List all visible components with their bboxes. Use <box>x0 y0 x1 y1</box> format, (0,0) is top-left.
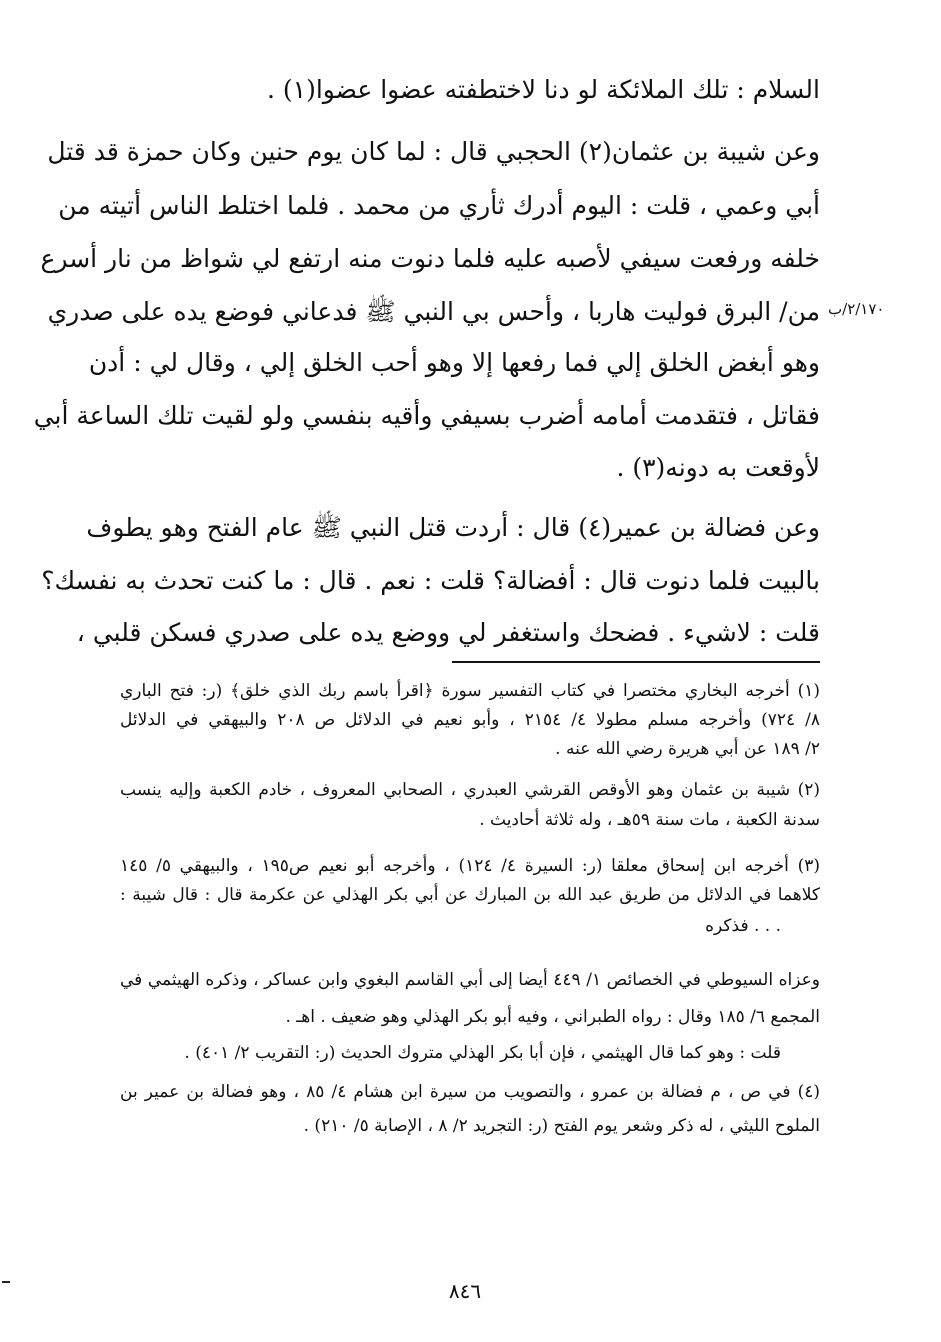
footnote-line: كلاهما في الدلائل من طريق عبد الله بن المبارك عن أبي بكر الهذلي عن عكرمة قال : قال شيبة : <box>120 885 820 905</box>
footnote-line: المجمع ٦/ ١٨٥ وقال : رواه الطبراني ، وفيه أبو بكر الهذلي وهو ضعيف . اهـ . <box>285 1007 820 1027</box>
main-text-line: من/ البرق فوليت هاربا ، وأحس بي النبي ﷺ فدعاني فوضع يده على صدري <box>47 297 820 326</box>
footnote-line: (٤) في ص ، م فضالة بن عمرو ، والتصويب من سيرة ابن هشام ٤/ ٨٥ ، وهو فضالة بن عمير بن <box>120 1082 820 1102</box>
footnote-line: (١) أخرجه البخاري مختصرا في كتاب التفسير سورة ﴿اقرأ باسم ربك الذي خلق﴾ (ر: فتح الباري <box>120 681 820 701</box>
footnote-line: وعزاه السيوطي في الخصائص ١/ ٤٤٩ أيضا إلى أبي القاسم البغوي وابن عساكر ، وذكره الهيثمي في <box>120 970 821 990</box>
main-text-line: بالبيت فلما دنوت قال : أفضالة؟ قلت : نعم . قال : ما كنت تحدث به نفسك؟ <box>41 566 820 595</box>
main-text-line: وعن شيبة بن عثمان(٢) الحجبي قال : لما كان يوم حنين وكان حمزة قد قتل <box>47 137 820 166</box>
main-text-line: قلت : لاشيء . فضحك واستغفر لي ووضع يده على صدري فسكن قلبي ، <box>76 618 820 647</box>
footnote-line: قلت : وهو كما قال الهيثمي ، فإن أبا بكر الهذلي متروك الحديث (ر: التقريب ٢/ ٤٠١) . <box>184 1043 781 1063</box>
main-text-line: لأوقعت به دونه(٣) . <box>616 453 820 482</box>
footnote-line: . . . فذكره <box>705 916 781 936</box>
footnote-line: (٣) أخرجه ابن إسحاق معلقا (ر: السيرة ٤/ ١٢٤) ، وأخرجه أبو نعيم ص١٩٥ ، والبيهقي ٥/ ١٤٥ <box>120 856 820 876</box>
manuscript-folio-reference: ٢/١٧٠/ب <box>828 300 885 318</box>
footnote-line: الملوح الليثي ، له ذكر وشعر يوم الفتح (ر: التجريد ٢/ ٨ ، الإصابة ٥/ ٢١٠) . <box>303 1116 820 1136</box>
main-text-line: فقاتل ، فتقدمت أمامه أضرب بسيفي وأقيه بنفسي ولو لقيت تلك الساعة أبي <box>33 401 820 430</box>
main-text-line: وهو أبغض الخلق إلي فما رفعها إلا وهو أحب الخلق إلي ، وقال لي : أدن <box>88 348 820 377</box>
footnote-line: ٨/ ٧٢٤) وأخرجه مسلم مطولا ٤/ ٢١٥٤ ، وأبو نعيم في الدلائل ص ٢٠٨ والبيهقي في الدلائل <box>120 710 821 730</box>
main-text-line: وعن فضالة بن عمير(٤) قال : أردت قتل النبي ﷺ عام الفتح وهو يطوف <box>86 513 820 542</box>
main-text-line: خلفه ورفعت سيفي لأصبه عليه فلما دنوت منه ارتفع لي شواظ من نار أسرع <box>40 244 820 273</box>
main-text-line: السلام : تلك الملائكة لو دنا لاختطفته عضوا عضوا(١) . <box>266 75 820 104</box>
footnote-line: سدنة الكعبة ، مات سنة ٥٩هـ ، وله ثلاثة أحاديث . <box>479 810 820 830</box>
footnote-line: ٢/ ١٨٩ عن أبي هريرة رضي الله عنه . <box>555 739 820 759</box>
scan-edge-mark <box>2 1281 10 1283</box>
main-text-line: أبي وعمي ، قلت : اليوم أدرك ثأري من محمد . فلما اختلط الناس أتيته من <box>58 191 820 220</box>
page-number: ٨٤٦ <box>448 1279 482 1303</box>
footnote-separator <box>452 661 820 663</box>
footnote-line: (٢) شيبة بن عثمان وهو الأوقص القرشي العبدري ، الصحابي المعروف ، خادم الكعبة وإليه ينسب <box>120 780 820 800</box>
